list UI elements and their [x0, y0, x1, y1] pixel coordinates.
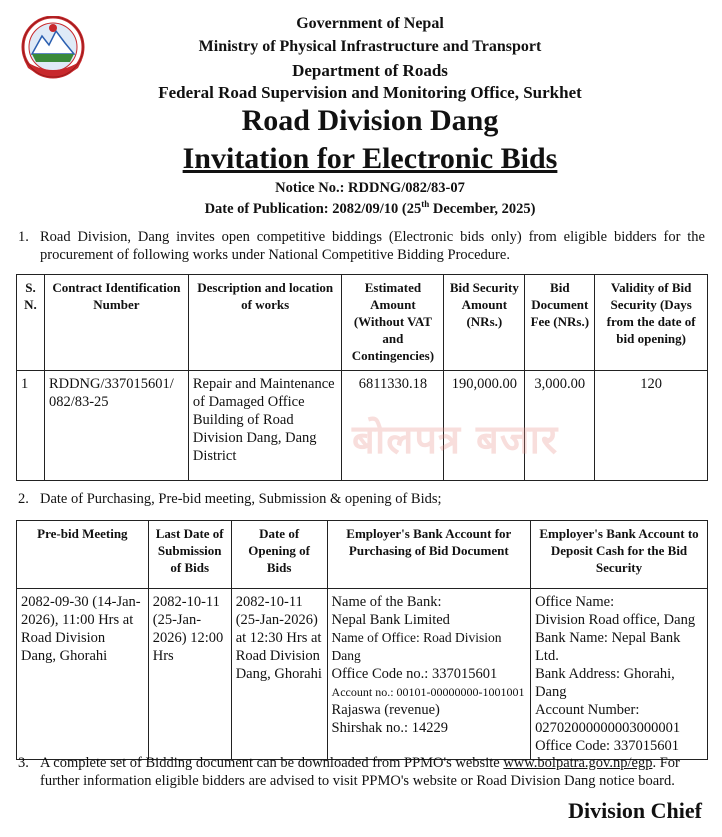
- cell-purchase-account: [327, 589, 531, 760]
- cell-opening: 2082-10-11 (25-Jan-2026) at 12:30 Hrs at Road Division Dang, Ghorahi: [231, 589, 327, 760]
- nepal-government-emblem-icon: [18, 16, 88, 82]
- header-government: Government of Nepal: [296, 15, 444, 32]
- watermark: बोलपत्र बजार: [352, 417, 559, 463]
- paragraph-number: 3.: [18, 755, 29, 771]
- security-line: Bank Name: Nepal Bank Ltd.: [535, 630, 681, 664]
- security-line: Account Number:: [535, 702, 640, 718]
- paragraph-2: [18, 490, 708, 508]
- security-line: Division Road office, Dang: [535, 612, 696, 628]
- cell-sn: 1: [17, 371, 45, 481]
- header-ministry: Ministry of Physical Infrastructure and Transport: [198, 38, 542, 55]
- cell-bid-security: 190,000.00: [444, 371, 525, 481]
- header-submission: Last Date of Submission of Bids: [148, 521, 231, 589]
- header-document-fee: Bid Document Fee (NRs.): [525, 275, 595, 371]
- cell-document-fee: 3,000.00: [525, 371, 595, 481]
- cell-security-account: [531, 589, 708, 760]
- header-validity: Validity of Bid Security (Days from the date of bid opening): [595, 275, 708, 371]
- header-prebid: Pre-bid Meeting: [17, 521, 149, 589]
- purchase-line: Name of Office: Road Division Dang: [331, 630, 502, 663]
- purchase-line: Nepal Bank Limited: [331, 612, 450, 628]
- notice-number: Notice No.: RDDNG/082/83-07: [275, 180, 465, 196]
- cell-validity: 120: [595, 371, 708, 481]
- table-header-row: [17, 275, 708, 371]
- table-row: [17, 589, 708, 760]
- works-table: [16, 274, 708, 481]
- table-header-row: [17, 521, 708, 589]
- header-estimated-amount: Estimated Amount (Without VAT and Contingencies): [342, 275, 444, 371]
- publication-date: Date of Publication: 2082/09/10 (25th December, 2025): [204, 199, 536, 217]
- paragraph-text: Date of Purchasing, Pre-bid meeting, Submission & opening of Bids;: [40, 491, 442, 507]
- purchase-line: Shirshak no.: 14229: [331, 720, 448, 736]
- paragraph-1: [18, 228, 708, 263]
- security-line: 02702000000003000001: [535, 720, 681, 736]
- cell-prebid: 2082-09-30 (14-Jan-2026), 11:00 Hrs at Road Division Dang, Ghorahi: [17, 589, 149, 760]
- header-sn: S. N.: [17, 275, 45, 371]
- purchase-line: Account no.: 00101-00000000-1001001: [331, 685, 525, 699]
- paragraph-text: A complete set of Bidding document can be downloaded from PPMO's website www.bolpatra.gov.np/egp. For further information eligible bidders are advised to visit PPMO's website or Road Division Dang notice board.: [40, 755, 680, 789]
- table-row: [17, 371, 708, 481]
- header-security-account: Employer's Bank Account to Deposit Cash for the Bid Security: [531, 521, 708, 589]
- header-contract-id: Contract Identification Number: [44, 275, 188, 371]
- header-description: Description and location of works: [188, 275, 342, 371]
- office-title: Road Division Dang: [241, 104, 499, 137]
- paragraph-3: [18, 754, 708, 789]
- header-department: Department of Roads: [292, 61, 448, 80]
- header-purchase-account: Employer's Bank Account for Purchasing of Bid Document: [327, 521, 531, 589]
- cell-submission: 2082-10-11 (25-Jan-2026) 12:00 Hrs: [148, 589, 231, 760]
- cell-description: Repair and Maintenance of Damaged Office Building of Road Division Dang, Dang District: [188, 371, 342, 481]
- header-federal-office: Federal Road Supervision and Monitoring Office, Surkhet: [158, 83, 582, 102]
- cell-estimated-amount: 6811330.18: [342, 371, 444, 481]
- paragraph-number: 1.: [18, 229, 29, 245]
- security-line: Bank Address: Ghorahi, Dang: [535, 666, 675, 700]
- header-bid-security: Bid Security Amount (NRs.): [444, 275, 525, 371]
- security-line: Office Code: 337015601: [535, 738, 679, 754]
- purchase-line: Office Code no.: 337015601: [331, 666, 498, 682]
- page-title: Invitation for Electronic Bids: [182, 142, 558, 175]
- schedule-table: [16, 520, 708, 760]
- paragraph-number: 2.: [18, 491, 29, 507]
- cell-contract-id: RDDNG/337015601/ 082/83-25: [44, 371, 188, 481]
- purchase-line: Name of the Bank:: [331, 594, 442, 610]
- header-opening: Date of Opening of Bids: [231, 521, 327, 589]
- purchase-line: Rajaswa (revenue): [331, 702, 440, 718]
- paragraph-text: Road Division, Dang invites open competitive biddings (Electronic bids only) from eligible bidders for the procurement of following works under National Competitive Bidding Procedure.: [40, 229, 705, 263]
- security-line: Office Name:: [535, 594, 615, 610]
- signature-title: Division Chief: [568, 798, 702, 823]
- ppmo-website-link[interactable]: www.bolpatra.gov.np/egp: [503, 755, 653, 771]
